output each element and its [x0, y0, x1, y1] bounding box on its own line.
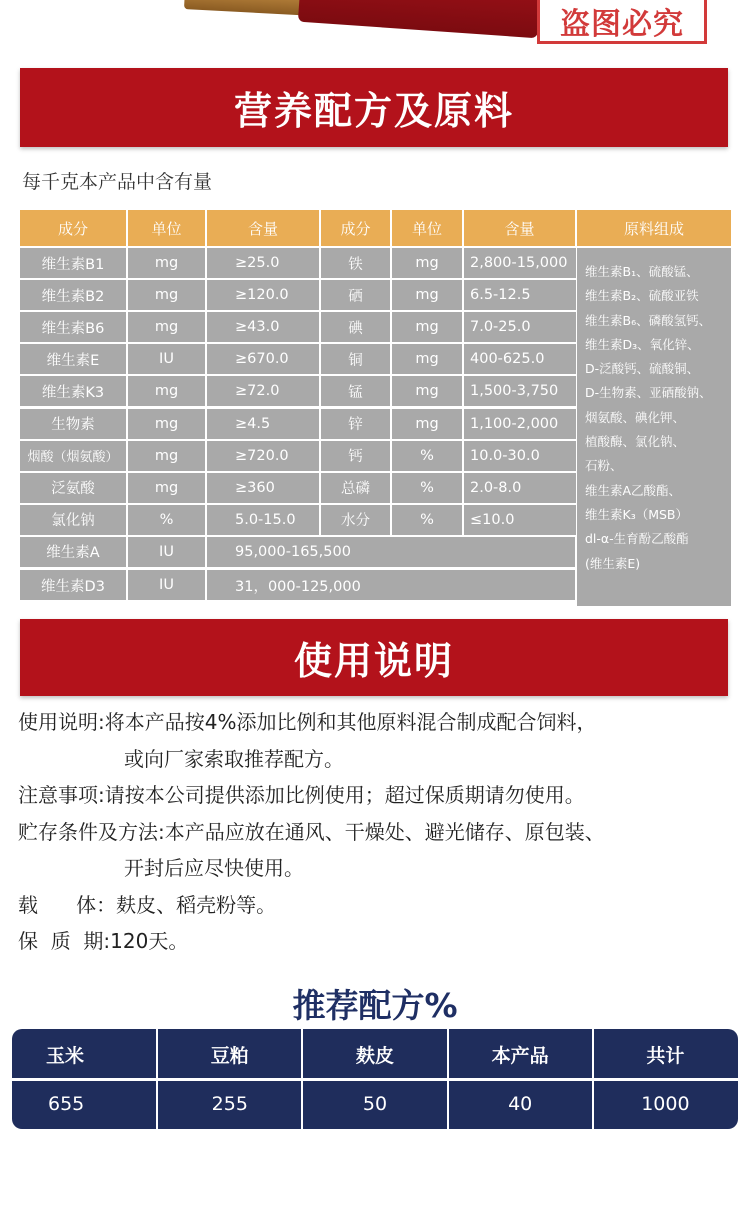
- header-content-2: 含量: [464, 210, 577, 246]
- raw-material-line: D-泛酸钙、硫酸铜、: [585, 361, 700, 377]
- notes-text: 请按本公司提供添加比例使用；超过保质期请勿使用。: [104, 783, 585, 807]
- nutrient-cell: 7.0-25.0: [464, 312, 576, 342]
- raw-material-line: dl-α-生育酚乙酸酯: [585, 531, 689, 547]
- nutrient-cell: ≥43.0: [207, 312, 319, 342]
- table-divider: [301, 1029, 303, 1129]
- nutrient-cell: 泛氨酸: [20, 473, 126, 503]
- product-bag-red-image: [298, 0, 542, 38]
- raw-material-line: 维生素B₂、硫酸亚铁: [585, 288, 699, 304]
- table-divider: [447, 1029, 449, 1129]
- nutrient-cell: 95,000-165,500: [207, 537, 575, 567]
- raw-material-line: 维生素A乙酸酯、: [585, 482, 682, 498]
- shelf-life-text: 120天。: [110, 929, 189, 953]
- nutrient-cell: 5.0-15.0: [207, 505, 319, 535]
- content-subtitle: 每千克本产品中含有量: [22, 171, 213, 193]
- nutrient-cell: mg: [392, 344, 462, 374]
- watermark-stamp: 盗图必究: [537, 0, 707, 44]
- nutrient-cell: 氯化钠: [20, 505, 126, 535]
- nutrient-cell: ≥720.0: [207, 441, 319, 471]
- nutrient-cell: 1,500-3,750: [464, 376, 576, 406]
- raw-material-line: (维生素E): [585, 555, 641, 571]
- nutrient-cell: 烟酸（烟氨酸）: [20, 441, 126, 471]
- nutrient-cell: mg: [128, 312, 205, 342]
- raw-material-line: 植酸酶、氯化钠、: [585, 434, 686, 450]
- instructions-line: [18, 704, 738, 741]
- formula-header: 共计: [646, 1044, 685, 1067]
- nutrient-cell: %: [392, 473, 462, 503]
- nutrient-cell: 水分: [321, 505, 390, 535]
- nutrient-cell: 钙: [321, 441, 390, 471]
- storage-line: [18, 814, 738, 851]
- nutrient-cell: 铜: [321, 344, 390, 374]
- header-unit: 单位: [128, 210, 207, 246]
- nutrient-cell: 维生素B1: [20, 248, 126, 278]
- header-ingredient-2: 成分: [321, 210, 392, 246]
- storage-label: 贮存条件及方法:: [18, 819, 165, 844]
- shelf-life-line: [18, 923, 738, 960]
- nutrient-cell: 锰: [321, 376, 390, 406]
- nutrient-cell: 维生素B2: [20, 280, 126, 310]
- formula-value: 1000: [641, 1093, 690, 1115]
- storage-text: 本产品应放在通风、干燥处、避光储存、原包装、: [164, 819, 605, 844]
- raw-material-line: 维生素B₁、硫酸锰、: [585, 264, 699, 279]
- section-title-nutrition: 营养配方及原料: [20, 68, 728, 147]
- nutrient-cell: 31，000-125,000: [207, 570, 575, 600]
- nutrient-cell: 铁: [321, 248, 390, 278]
- usage-instructions: [18, 704, 738, 960]
- nutrient-cell: 碘: [321, 312, 390, 342]
- carrier-line: [18, 887, 738, 924]
- nutrient-cell: ≥120.0: [207, 280, 319, 310]
- formula-header: 豆粕: [210, 1044, 249, 1067]
- storage-line-2: [18, 850, 738, 887]
- nutrient-cell: mg: [128, 441, 205, 471]
- nutrient-cell: mg: [392, 280, 462, 310]
- nutrient-cell: ≥4.5: [207, 409, 319, 439]
- nutrient-cell: %: [392, 505, 462, 535]
- formula-header: 本产品: [491, 1044, 549, 1067]
- nutrient-cell: mg: [128, 280, 205, 310]
- formula-value: 40: [508, 1093, 533, 1115]
- nutrient-cell: IU: [128, 537, 205, 567]
- nutrient-cell: mg: [392, 312, 462, 342]
- nutrient-cell: ≥25.0: [207, 248, 319, 278]
- raw-material-line: 石粉、: [585, 458, 623, 474]
- nutrient-cell: 硒: [321, 280, 390, 310]
- formula-value: 655: [48, 1093, 85, 1115]
- storage-text-2: 开封后应尽快使用。: [124, 856, 304, 880]
- instructions-label: 使用说明:: [18, 710, 105, 734]
- recommended-formula-table: [12, 1029, 738, 1129]
- raw-material-line: 维生素D₃、氧化锌、: [585, 336, 700, 352]
- nutrient-cell: ≥670.0: [207, 344, 319, 374]
- nutrient-cell: IU: [128, 344, 205, 374]
- carrier-label: 载 体：: [18, 892, 117, 917]
- nutrient-cell: ≥72.0: [207, 376, 319, 406]
- nutrient-cell: mg: [128, 409, 205, 439]
- nutrient-cell: mg: [128, 248, 205, 278]
- nutrient-cell: 400-625.0: [464, 344, 576, 374]
- instructions-text-2: 或向厂家索取推荐配方。: [124, 746, 344, 771]
- nutrient-cell: 2.0-8.0: [464, 473, 576, 503]
- nutrient-cell: ≥360: [207, 473, 319, 503]
- raw-material-line: 维生素B₆、磷酸氢钙、: [585, 312, 712, 328]
- header-raw-materials: 原料组成: [577, 210, 731, 246]
- raw-material-line: 烟氨酸、碘化钾、: [585, 409, 686, 425]
- nutrient-cell: 维生素D3: [20, 570, 126, 600]
- header-content: 含量: [207, 210, 321, 246]
- nutrient-cell: ≤10.0: [464, 505, 576, 535]
- header-unit-2: 单位: [392, 210, 464, 246]
- nutrient-cell: 锌: [321, 409, 390, 439]
- formula-value: 50: [362, 1093, 388, 1115]
- recommended-formula-title: 推荐配方%: [292, 986, 458, 1025]
- instructions-line-2: [18, 741, 738, 778]
- formula-header: 玉米: [46, 1044, 85, 1067]
- formula-value: 255: [211, 1093, 248, 1115]
- nutrient-cell: 2,800-15,000: [464, 248, 576, 278]
- nutrient-cell: 维生素A: [20, 537, 126, 567]
- nutrient-cell: 维生素B6: [20, 312, 126, 342]
- formula-header: 麸皮: [355, 1044, 394, 1067]
- nutrient-cell: mg: [392, 376, 462, 406]
- nutrient-cell: mg: [128, 473, 205, 503]
- notes-label: 注意事项:: [18, 783, 105, 807]
- raw-materials-cell: [577, 248, 731, 606]
- nutrient-cell: mg: [392, 248, 462, 278]
- shelf-life-label: 保 质 期:: [18, 929, 111, 953]
- table-divider: [592, 1029, 594, 1129]
- nutrient-cell: 生物素: [20, 409, 126, 439]
- header-ingredient: 成分: [20, 210, 128, 246]
- carrier-text: 麸皮、稻壳粉等。: [116, 892, 277, 917]
- nutrient-cell: 6.5-12.5: [464, 280, 576, 310]
- section-title-usage: 使用说明: [20, 619, 728, 696]
- nutrient-cell: 1,100-2,000: [464, 409, 576, 439]
- table-divider: [156, 1029, 158, 1129]
- raw-material-line: 维生素K₃（MSB）: [585, 506, 689, 522]
- nutrient-cell: 维生素E: [20, 344, 126, 374]
- nutrient-cell: 10.0-30.0: [464, 441, 576, 471]
- nutrient-cell: IU: [128, 570, 205, 600]
- nutrient-cell: %: [128, 505, 205, 535]
- nutrient-cell: mg: [392, 409, 462, 439]
- instructions-text: 将本产品按4%添加比例和其他原料混合制成配合饲料，: [104, 710, 597, 734]
- nutrient-cell: %: [392, 441, 462, 471]
- raw-material-line: D-生物素、亚硒酸钠、: [585, 385, 712, 401]
- nutrient-cell: 维生素K3: [20, 376, 126, 406]
- nutrient-cell: 总磷: [321, 473, 390, 503]
- nutrient-cell: mg: [128, 376, 205, 406]
- notes-line: [18, 777, 738, 814]
- nutrient-table: [20, 210, 731, 606]
